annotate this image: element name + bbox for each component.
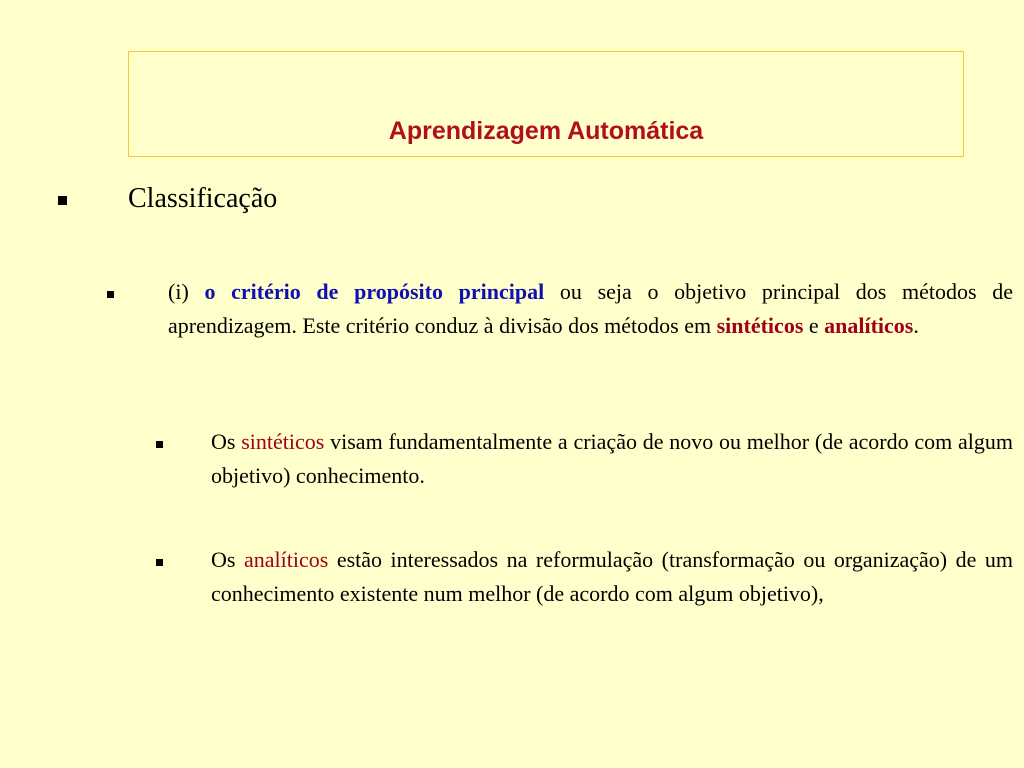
bullet-icon xyxy=(107,291,114,298)
term-sinteticos: sintéticos xyxy=(716,313,804,338)
item-lead: Os xyxy=(211,429,236,454)
item-lead: Os xyxy=(211,547,236,572)
bullet-icon xyxy=(156,441,163,448)
term-sinteticos: sintéticos xyxy=(241,429,325,454)
sentence-end: . xyxy=(913,313,919,338)
paragraph-criterio xyxy=(168,275,1013,343)
criterion-emphasis: o critério de propósito principal xyxy=(204,279,545,304)
criterion-description: ou seja o objetivo principal dos métodos de aprendizagem. Este critério conduz à divisão dos métodos em xyxy=(168,279,1014,338)
title-box xyxy=(128,51,964,157)
bullet-icon xyxy=(156,559,163,566)
paragraph-analiticos xyxy=(211,543,1013,611)
conjunction: e xyxy=(808,313,819,338)
term-analiticos: analíticos xyxy=(243,547,329,572)
item-text: visam fundamentalmente a criação de novo ou melhor (de acordo com algum objetivo) conhecimento. xyxy=(211,429,1014,488)
term-analiticos: analíticos xyxy=(824,313,914,338)
item-text: estão interessados na reformulação (transformação ou organização) de um conhecimento existente num melhor (de acordo com algum objetivo), xyxy=(211,547,1014,606)
heading-classificacao: Classificação xyxy=(128,183,278,214)
item-prefix: (i) xyxy=(168,279,189,304)
paragraph-sinteticos xyxy=(211,425,1013,493)
bullet-icon xyxy=(58,196,67,205)
slide-title: Aprendizagem Automática xyxy=(388,117,704,145)
